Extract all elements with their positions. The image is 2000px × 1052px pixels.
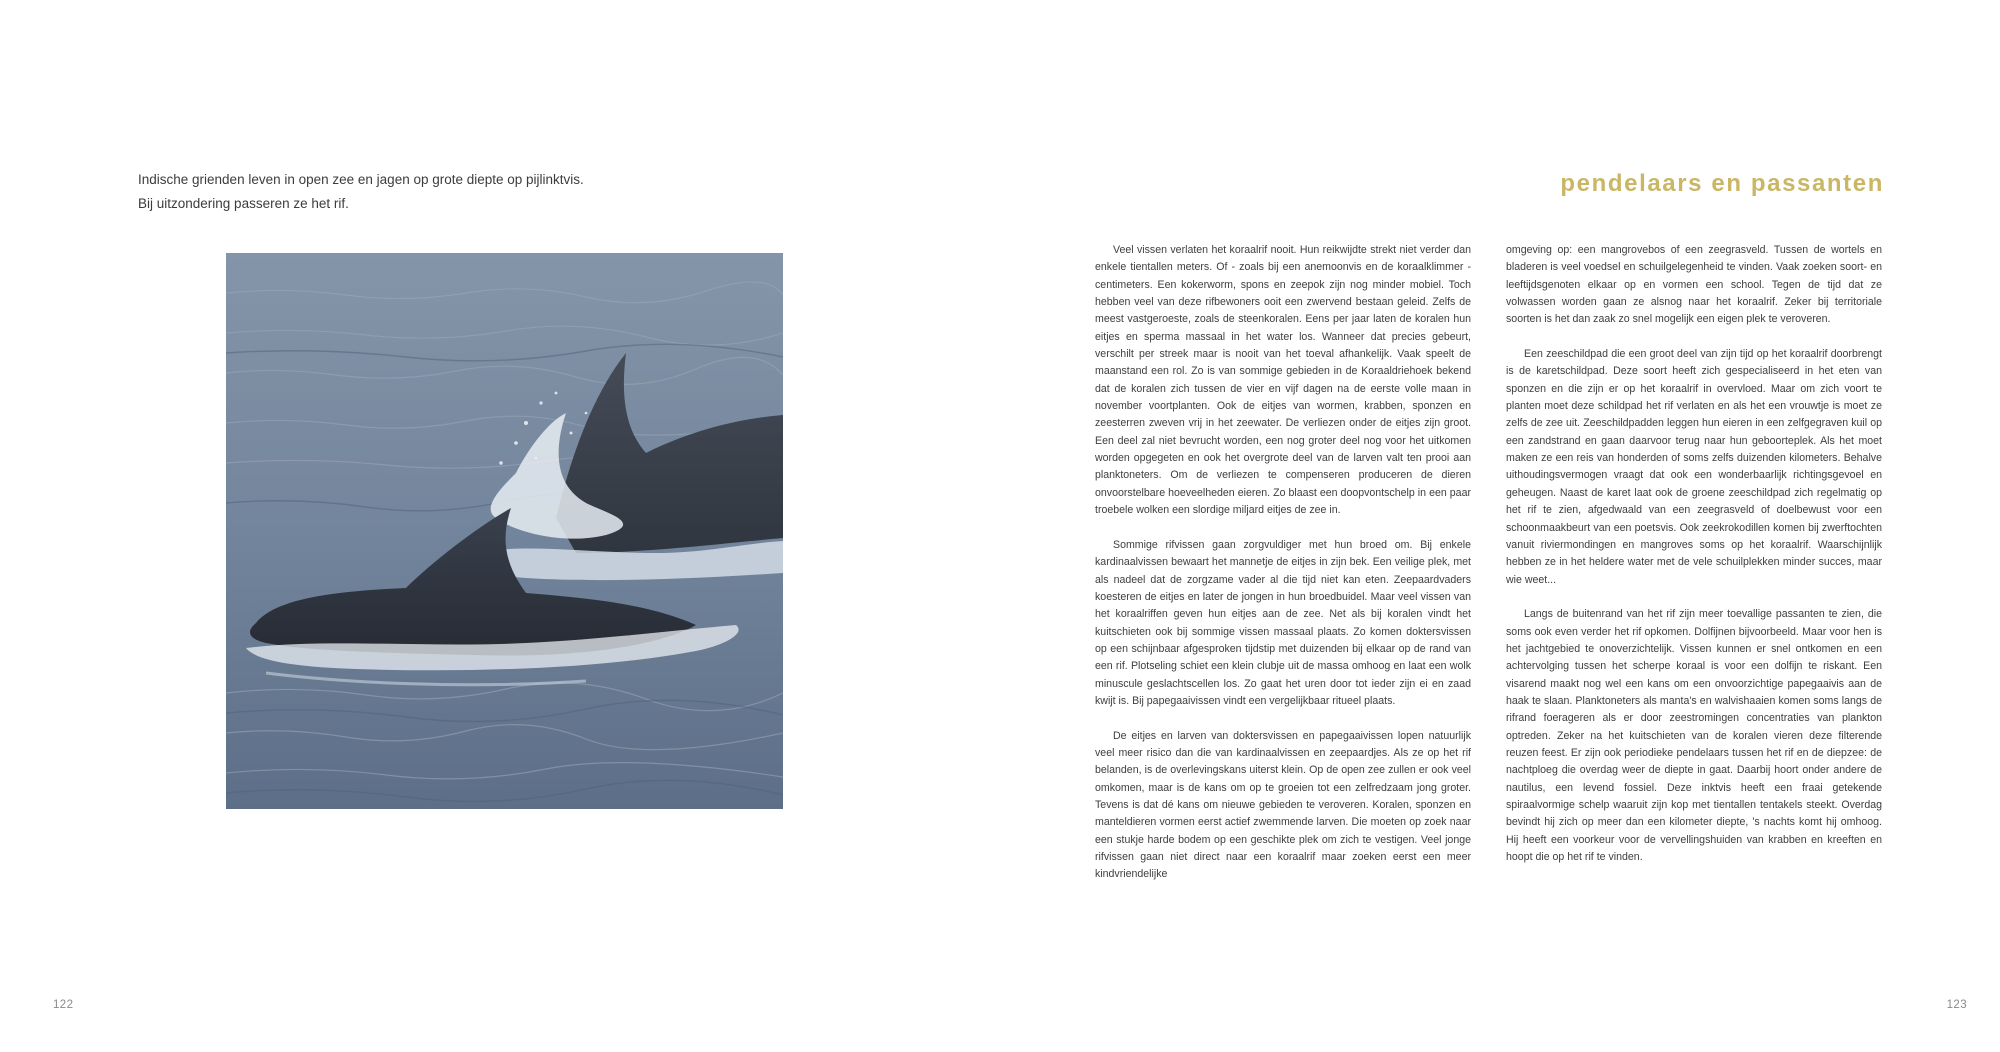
paragraph: Langs de buitenrand van het rif zijn meer toevallige passanten te zien, die soms ook even verder het rif opkomen. Dolfijnen bijvoorbeeld. Maar voor hen is het jachtgebied te onoverzichtelijk. Vissen kunnen er snel ontkomen en een achtervolging tussen het scherpe koraal is voor een dolfijn te riskant. Een visarend maakt nog wel een kans om een onvoorzichtige papegaaivis aan de haak te slaan. Planktoneters als manta's en walvishaaien komen soms langs de rifrand foerageren als er door zeestromingen concentraties van plankton optreden. Zeker na het kuitschieten van de koralen vieren deze filterende reuzen feest. Er zijn ook periodieke pendelaars tussen het rif en de diepzee: de nachtploeg die overdag weer de diepte in gaat. Daarbij hoort onder andere de nautilus, een levend fossiel. Deze inktvis heeft een fraai getekende spiraalvormige schelp waaruit zijn kop met tientallen tentakels steekt. Overdag bevindt hij zich op meer dan een kilometer diepte, 's nachts komt hij omhoog. Hij heeft een voorkeur voor de vervellingshuiden van krabben en kreeften en hoopt die op het rif te vinden.	[1506, 608, 1882, 864]
paragraph: Een zeeschildpad die een groot deel van zijn tijd op het koraalrif doorbrengt is de karetschildpad. Deze soort heeft zich gespecialiseerd in het eten van sponzen en die zijn er op het koraalrif in overvloed. Maar om zich voort te planten moet deze schildpad het rif verlaten en als het een vrouwtje is moet ze zelfs de zee uit. Zeeschildpadden leggen hun eieren in een zelfgegraven kuil op een zandstrand en gaan daarvoor terug naar hun geboorteplek. Als het moet maken ze een reis van honderden of soms zelfs duizenden kilometers. Behalve uithoudingsvermogen vraagt dat ook een wonderbaarlijk richtingsgevoel en geheugen. Naast de karet laat ook de groene zeeschildpad zich regelmatig op het rif te zien, afgedwaald van een zeegrasveld of doelbewust voor een schoonmaakbeurt van een poetsvis. Ook zeekrokodillen komen bij zwerftochten vanuit riviermondingen en mangroves soms op het koraalrif. Waarschijnlijk hebben ze in het heldere water met de vele schuilplekken minder succes, maar wie weet...	[1506, 348, 1882, 586]
paragraph-continuation: omgeving op: een mangrovebos of een zeegrasveld. Tussen de wortels en bladeren is veel voedsel en schuilgelegenheid te vinden. Vaak zoeken soort- en leeftijdsgenoten elkaar op en vormen een school. Tegen de tijd dat ze volwassen worden gaan ze alsnog naar het koraalrif. Zeker bij territoriale soorten is het dan zaak zo snel mogelijk een eigen plek te veroveren.	[1506, 244, 1882, 326]
section-title: pendelaars en passanten	[1560, 170, 1884, 197]
photo-caption	[138, 168, 778, 216]
pilot-whales-photo	[226, 253, 783, 809]
paragraph: Veel vissen verlaten het koraalrif nooit. Hun reikwijdte strekt niet verder dan enkele tientallen meters. Of - zoals bij een anemoonvis en de koraalklimmer - centimeters. Een kokerworm, spons en zeepok zijn nog minder mobiel. Toch hebben veel van deze rifbewoners ooit een zwervend bestaan geleid. Zelfs de meest vastgeroeste, zoals de steenkoralen. Eens per jaar laten de koralen hun eitjes en sperma massaal in het water los. Wanneer dat precies gebeurt, verschilt per streek maar is nooit van het toeval afhankelijk. Vaak speelt de maanstand een rol. Zo is van sommige gebieden in de Koraaldriehoek bekend dat de koralen zich tussen de vier en vijf dagen na de eerste volle maan in november voortplanten. Ook de eitjes van wormen, krabben, sponzen en zeesterren zweven vrij in het zeewater. De verliezen onder de eitjes zijn groot. Een deel zal niet bevrucht worden, een nog groter deel nog voor het uitkomen worden opgegeten en ook het overgrote deel van de larven valt ten prooi aan planktoneters. Om de verliezen te compenseren produceren de dieren onvoorstelbare hoeveelheden eieren. Zo blaast een doopvontschelp in een paar troebele wolken een slordige miljard eitjes de zee in.	[1095, 244, 1471, 517]
text-column-right	[1506, 242, 1882, 884]
paragraph: Sommige rifvissen gaan zorgvuldiger met hun broed om. Bij enkele kardinaalvissen bewaart het mannetje de eitjes in zijn bek. Een veilige plek, met als nadeel dat de zorgzame vader al die tijd niet kan eten. Zeepaardvaders koesteren de eitjes en later de jongen in hun broedbuidel. Maar veel vissen van het koraalriffen geven hun eitjes aan de zee. Net als bij koralen vindt het kuitschieten ook bij sommige vissen massaal plaats. Zo komen doktersvissen op een schijnbaar afgesproken tijdstip met duizenden bij elkaar op de rand van een rif. Plotseling schiet een klein clubje uit de massa omhoog en laat een wolk minuscule geslachtscellen los. Zo gaat het uren door tot ieder zijn ei en zaad kwijt is. Bij papegaaivissen vindt een vergelijkbaar ritueel plaats.	[1095, 538, 1471, 707]
page-number-left: 122	[53, 999, 74, 1011]
caption-line-2: Bij uitzondering passeren ze het rif.	[138, 196, 349, 211]
caption-line-1: Indische grienden leven in open zee en jagen op grote diepte op pijlinktvis.	[138, 172, 584, 187]
pilot-whales-illustration	[226, 253, 783, 809]
text-column-left	[1095, 242, 1471, 901]
paragraph: De eitjes en larven van doktersvissen en papegaaivissen lopen natuurlijk veel meer risico dan die van kardinaalvissen en zeepaardjes. Als ze op het rif belanden, is de overlevingskans uiterst klein. Op de open zee zullen er ook veel omkomen, maar is de kans om op te groeien tot een zelfredzaam jong groter. Tevens is dat dé kans om nieuwe gebieden te veroveren. Koralen, sponzen en manteldieren vormen eerst actief zwemmende larven. Die moeten op zoek naar een stukje harde bodem op een geschikte plek om zich te vestigen. Veel jonge rifvissen gaan niet direct naar een koraalrif maar zoeken eerst een meer kindvriendelijke	[1095, 729, 1471, 881]
page-number-right: 123	[1946, 999, 1967, 1011]
